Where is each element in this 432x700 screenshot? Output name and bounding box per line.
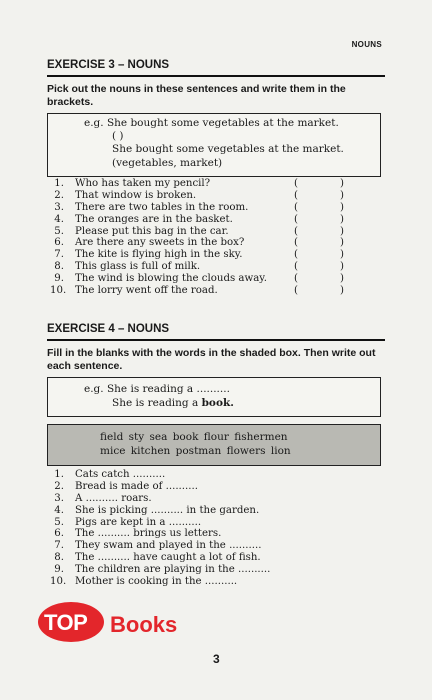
list-item: 3. A .......... roars. [54, 492, 152, 504]
list-item: 10. Mother is cooking in the .......... [50, 576, 238, 588]
exercise-3-list [50, 178, 350, 297]
list-item: 3. There are two tables in the room. ( ) [54, 201, 344, 213]
list-item: 2. That window is broken. ( ) [54, 189, 344, 201]
answer-brackets[interactable]: ( ) [294, 201, 344, 213]
exercise-3-instruction: Pick out the nouns in these sentences and write them in the brackets. [47, 83, 346, 108]
list-item: 8. The .......... have caught a lot of fish. [54, 552, 261, 564]
answer-brackets[interactable]: ( ) [294, 213, 344, 225]
list-item: 7. The kite is flying high in the sky. ( ) [54, 249, 344, 261]
word-bank-row: field sty sea book flour fishermen [100, 431, 288, 443]
word-bank-box [47, 424, 381, 466]
example-answer: (vegetables, market) [112, 157, 223, 169]
answer-brackets[interactable]: ( ) [294, 249, 344, 261]
answer-brackets[interactable]: ( ) [294, 261, 344, 273]
list-item: 10. The lorry went off the road. ( ) [50, 285, 344, 297]
exercise-4-example-box [47, 377, 381, 417]
example-line: e.g. She is reading a .......... [84, 383, 230, 395]
example-answer: She is reading a book. [112, 397, 234, 409]
logo-text-top: TOP [44, 610, 88, 635]
exercise-3-title: EXERCISE 3 – NOUNS [47, 59, 170, 71]
running-header: NOUNS [351, 40, 382, 49]
list-item: 2. Bread is made of .......... [54, 480, 198, 492]
list-item: 5. Please put this bag in the car. ( ) [54, 225, 344, 237]
list-item: 1. Cats catch .......... [54, 469, 166, 480]
list-item: 8. This glass is full of milk. ( ) [54, 261, 344, 273]
exercise-4-list [50, 469, 350, 588]
topbooks-watermark-logo [38, 600, 213, 646]
list-item: 9. The children are playing in the .......... [54, 564, 271, 576]
answer-brackets[interactable]: ( ) [294, 189, 344, 201]
divider [47, 339, 385, 341]
exercise-3-example-box [47, 113, 381, 177]
answer-brackets[interactable]: ( ) [294, 273, 344, 285]
answer-brackets[interactable]: ( ) [294, 285, 344, 297]
word-bank-row: mice kitchen postman flowers lion [100, 445, 291, 457]
example-line: e.g. She bought some vegetables at the market. [84, 117, 339, 129]
list-item: 5. Pigs are kept in a .......... [54, 516, 202, 528]
list-item: 6. The .......... brings us letters. [54, 528, 222, 540]
list-item: 1. Who has taken my pencil? ( ) [54, 178, 344, 189]
answer-brackets[interactable]: ( ) [294, 178, 344, 189]
page-number: 3 [213, 652, 220, 666]
divider [47, 75, 385, 77]
list-item: 7. They swam and played in the .......... [54, 540, 262, 552]
example-brackets: ( ) [112, 130, 124, 142]
example-line: She bought some vegetables at the market. [112, 143, 344, 155]
list-item: 9. The wind is blowing the clouds away. ( ) [54, 273, 344, 285]
answer-brackets[interactable]: ( ) [294, 225, 344, 237]
list-item: 4. She is picking .......... in the garden. [54, 504, 260, 516]
list-item: 6. Are there any sweets in the box? ( ) [54, 237, 344, 249]
list-item: 4. The oranges are in the basket. ( ) [54, 213, 344, 225]
exercise-4-instruction: Fill in the blanks with the words in the shaded box. Then write out each sentence. [47, 347, 376, 372]
answer-brackets[interactable]: ( ) [294, 237, 344, 249]
logo-text-books: Books [110, 612, 178, 637]
exercise-4-title: EXERCISE 4 – NOUNS [47, 323, 170, 335]
